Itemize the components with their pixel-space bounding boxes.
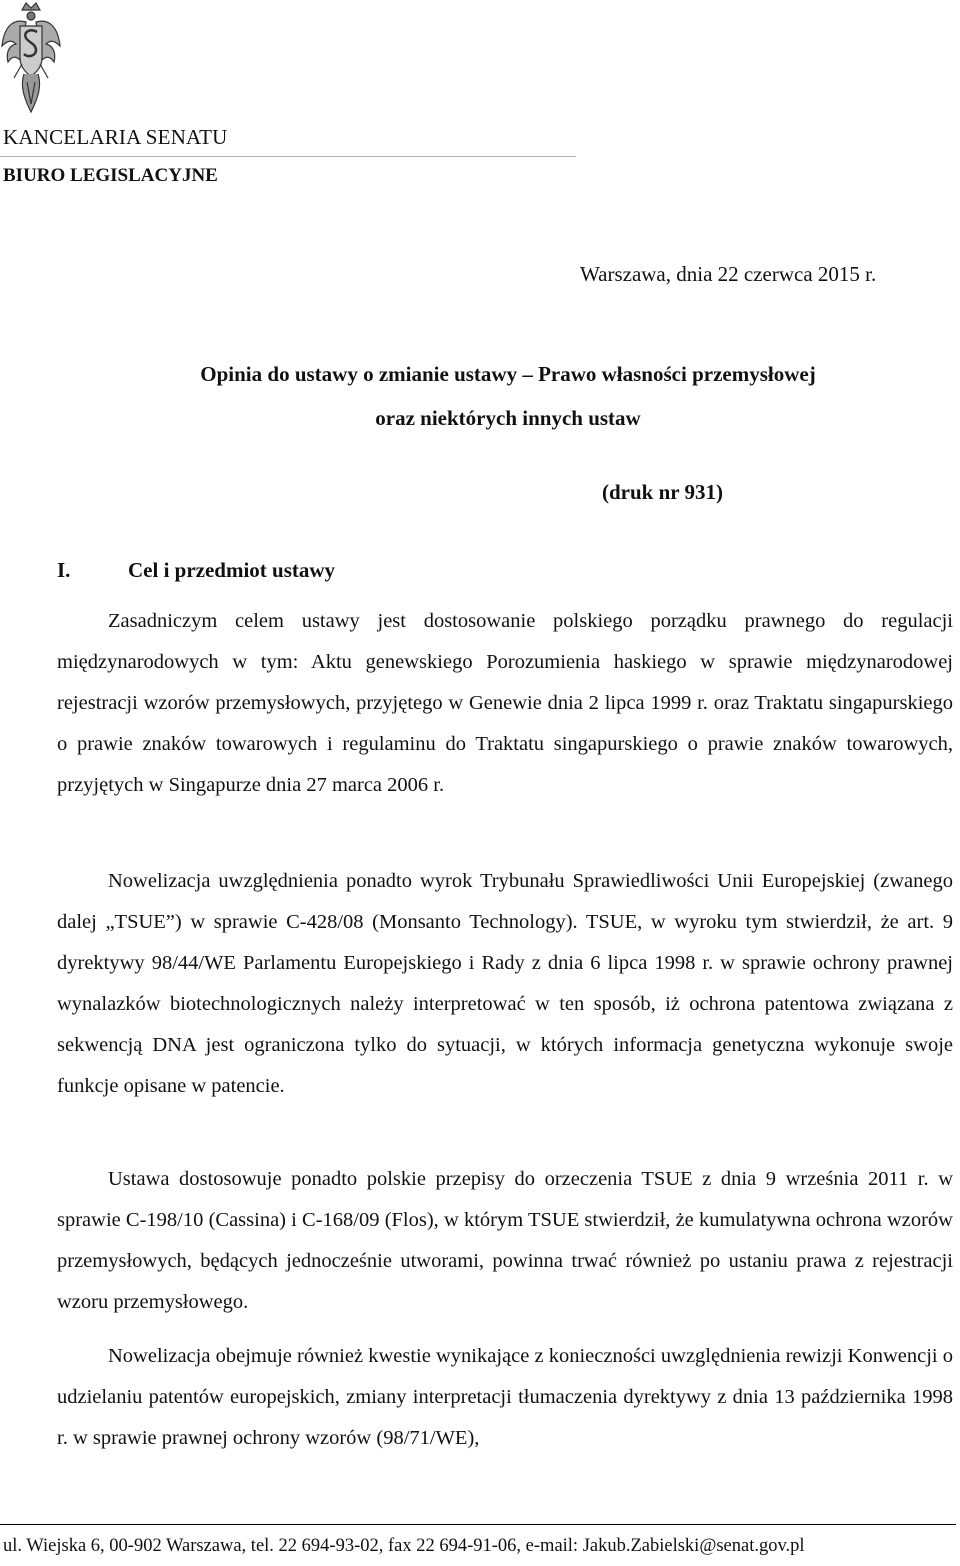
print-number: (druk nr 931)	[602, 480, 723, 504]
header-divider	[0, 156, 576, 157]
paragraph: Nowelizacja obejmuje również kwestie wynikające z konieczności uwzględnienia rewizji Konwencji o udzielaniu patentów europejskich, zmiany interpretacji tłumaczenia dyrektywy z dnia 13 października 1998 r. w sprawie prawnej ochrony wzorów (98/71/WE),	[57, 1345, 953, 1449]
footer-contact: ul. Wiejska 6, 00-902 Warszawa, tel. 22 694-93-02, fax 22 694-91-06, e-mail: Jakub.Zabielski@senat.gov.pl	[3, 1536, 805, 1556]
date-line: Warszawa, dnia 22 czerwca 2015 r.	[580, 262, 877, 286]
paragraph: Nowelizacja uwzględnienia ponadto wyrok Trybunału Sprawiedliwości Unii Europejskiej (zwanego dalej „TSUE”) w sprawie C-428/08 (Monsanto Technology). TSUE, w wyroku tym stwierdził, że art. 9 dyrektywy 98/44/WE Parlamentu Europejskiego i Rady z dnia 6 lipca 1998 r. w sprawie ochrony prawnej wynalazków biotechnologicznych należy interpretować w ten sposób, iż ochrona patentowa związana z sekwencją DNA jest ograniczona tylko do sytuacji, w których informacja genetyczna wykonuje swoje funkcje opisane w patencie.	[57, 870, 953, 1097]
section-number: I.	[57, 558, 71, 582]
document-title-line-2: oraz niektórych innych ustaw	[375, 406, 641, 430]
senate-eagle-emblem-icon	[0, 0, 62, 118]
document-title-line-1: Opinia do ustawy o zmianie ustawy – Prawo własności przemysłowej	[200, 362, 816, 386]
section-title: Cel i przedmiot ustawy	[128, 558, 336, 582]
paragraph: Ustawa dostosowuje ponadto polskie przepisy do orzeczenia TSUE z dnia 9 września 2011 r. w sprawie C-198/10 (Cassina) i C-168/09 (Flos), w którym TSUE stwierdził, że kumulatywna ochrona wzorów przemysłowych, będących jednocześnie utworami, powinna trwać również po ustaniu prawa z rejestracji wzoru przemysłowego.	[57, 1168, 953, 1313]
office-name: KANCELARIA SENATU	[3, 125, 228, 149]
footer-divider	[0, 1524, 956, 1525]
paragraph: Zasadniczym celem ustawy jest dostosowanie polskiego porządku prawnego do regulacji międzynarodowych w tym: Aktu genewskiego Porozumienia haskiego w sprawie międzynarodowej rejestracji wzorów przemysłowych, przyjętego w Genewie dnia 2 lipca 1999 r. oraz Traktatu singapurskiego o prawie znaków towarowych i regulaminu do Traktatu singapurskiego o prawie znaków towarowych, przyjętych w Singapurze dnia 27 marca 2006 r.	[57, 610, 953, 796]
bureau-name: BIURO LEGISLACYJNE	[3, 165, 218, 186]
